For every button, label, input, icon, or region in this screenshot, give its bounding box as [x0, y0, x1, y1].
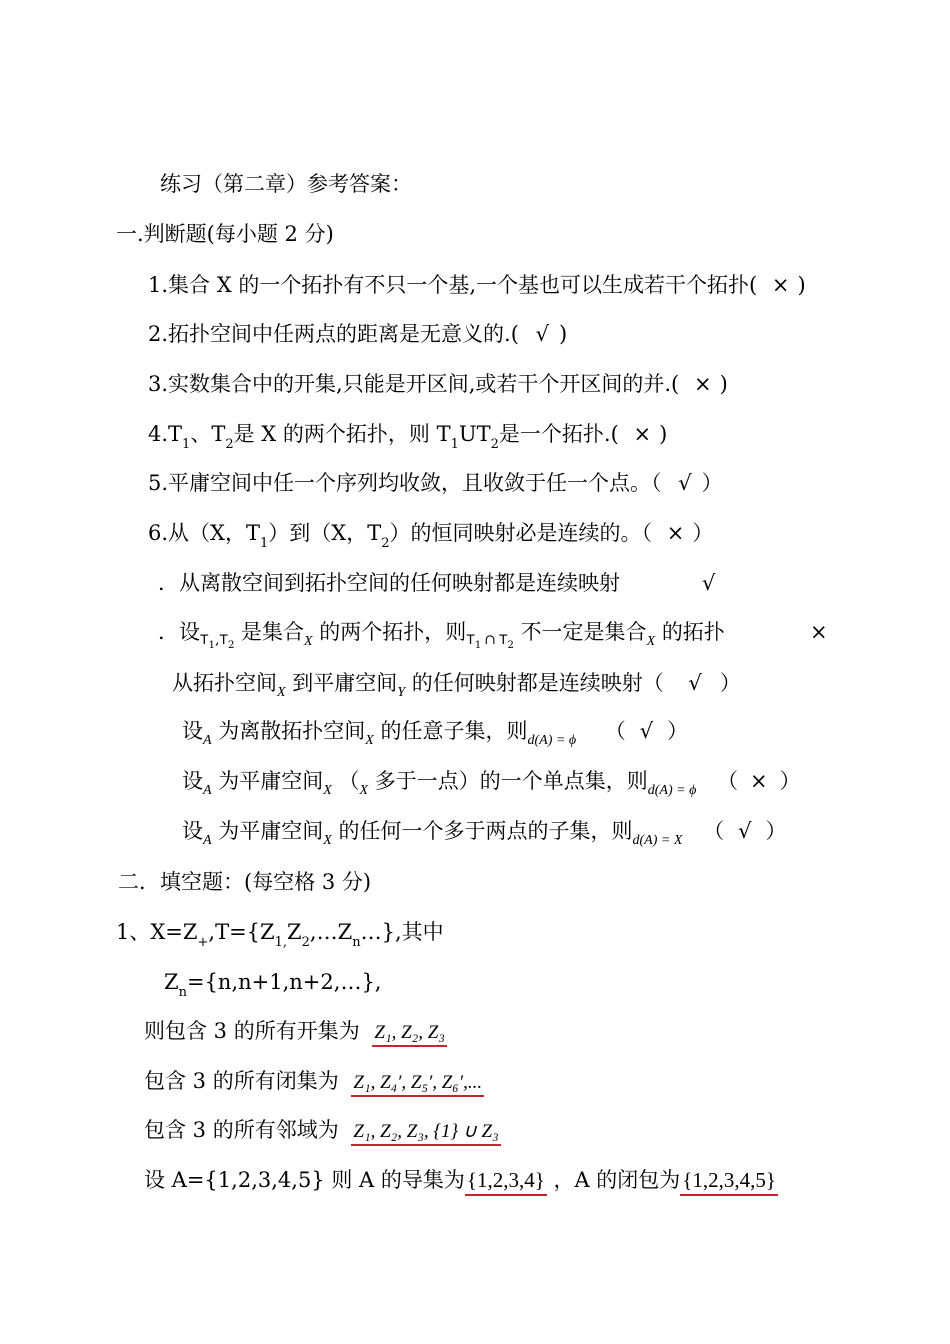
- tf-item-5: [148, 473, 723, 494]
- subscript: 1: [182, 437, 191, 452]
- item-text: 是 X 的两个拓扑，则 T: [233, 422, 451, 446]
- subscript: +: [197, 935, 209, 950]
- math-symbol: X: [304, 634, 313, 649]
- item-text: 3.实数集合中的开集,只能是开区间,或若干个开区间的并.(: [148, 372, 680, 396]
- item-text: 的任何映射都是连续映射（: [411, 671, 664, 695]
- item-text: …},其中: [360, 920, 444, 944]
- item-close: ）: [692, 521, 714, 545]
- answer-mark: √: [678, 471, 692, 495]
- math-symbol: X: [646, 634, 656, 649]
- subscript: 1: [208, 640, 215, 651]
- item-text: 多于一点）的一个单点集，则: [374, 769, 648, 793]
- math-symbol: T: [466, 631, 475, 647]
- answer-mark: √: [639, 719, 654, 743]
- item-text: ,…Z: [309, 920, 353, 944]
- item-close: ): [797, 273, 806, 297]
- item-text: 5.平庸空间中任一个序列均收敛，且收敛于任一个点。（: [148, 471, 662, 495]
- item-text: 为平庸空间: [218, 769, 324, 793]
- open-sets-line: [144, 1021, 447, 1047]
- item-text: 1.集合 X 的一个拓扑有不只一个基,一个基也可以生成若干个拓扑(: [148, 273, 758, 297]
- item-text: ,T={Z: [208, 920, 275, 944]
- answer-mark: ×: [750, 769, 768, 793]
- item-close: ）: [765, 819, 787, 843]
- subscript: 2: [301, 935, 310, 950]
- math-symbol: Y: [397, 685, 406, 700]
- tf-item-4: [148, 422, 668, 452]
- item-close: ）: [667, 719, 689, 743]
- tf-item-7: [158, 573, 620, 594]
- item-text: 包含 3 的所有邻域为: [144, 1118, 339, 1142]
- item-text: 设: [182, 719, 203, 743]
- item-close: ): [558, 322, 568, 346]
- math-symbol: T: [498, 631, 508, 647]
- item-text: 的拓扑: [661, 620, 725, 644]
- math-symbol: ,: [214, 632, 220, 648]
- open-sets-answer: Z₁, Z₂, Z₃: [372, 1023, 447, 1047]
- math-expression: d(A) = X: [632, 833, 683, 848]
- neighborhoods-answer: Z₁, Z₂, Z₃, {1} ∪ Z₃: [351, 1122, 500, 1146]
- item-text: ={n,n+1,n+2,…},: [186, 970, 382, 994]
- item-text: ．从离散空间到拓扑空间的任何映射都是连续映射: [158, 571, 620, 595]
- fill-question-1: [116, 920, 444, 950]
- item-text: 是集合: [241, 620, 305, 644]
- answer-mark: ×: [633, 422, 652, 446]
- tf-item-8: [158, 622, 725, 649]
- section2-heading: 二．填空题：(每空格 3 分): [118, 870, 372, 894]
- subscript: 1: [474, 640, 482, 651]
- item-close: ): [719, 372, 728, 396]
- item-text: 包含 3 的所有闭集为: [144, 1069, 339, 1093]
- tf-item-12: [182, 821, 786, 848]
- subscript: 2: [227, 640, 235, 651]
- tf-item-6: [148, 521, 714, 551]
- subscript: 2: [507, 640, 514, 651]
- closed-sets-answer: Z₁, Z₄′, Z₅′, Z₆′,...: [351, 1073, 484, 1097]
- item-text: 为离散拓扑空间: [218, 719, 366, 743]
- math-expression: d(A) = ϕ: [527, 733, 577, 748]
- item-close: ）: [701, 471, 723, 495]
- math-symbol: A: [203, 783, 212, 798]
- answer-mark: √: [688, 671, 702, 695]
- item-text: 的任何一个多于两点的子集，则: [338, 819, 633, 843]
- derived-closure-line: [144, 1170, 778, 1196]
- item-open: （: [604, 719, 626, 743]
- page-title: 练习（第二章）参考答案：: [160, 172, 412, 196]
- item-text: 4.T: [148, 422, 183, 446]
- math-symbol: T: [200, 631, 209, 647]
- item-text: 则包含 3 的所有开集为: [144, 1019, 360, 1043]
- item-text: （: [338, 769, 360, 793]
- item-text: ，A 的闭包为: [553, 1168, 681, 1192]
- neighborhoods-line: [144, 1120, 501, 1146]
- item-text: 设: [182, 769, 203, 793]
- item-text: 到平庸空间: [292, 671, 398, 695]
- item-text: 为平庸空间: [218, 819, 324, 843]
- item-text: Z: [287, 920, 302, 944]
- item-text: 设: [182, 819, 203, 843]
- item-text: 从拓扑空间: [172, 671, 277, 695]
- answer-mark: √: [702, 571, 716, 595]
- tf-item-1: [148, 275, 806, 296]
- item-text: ）的恒同映射必是连续的。（: [389, 521, 653, 545]
- item-text: ．设: [158, 620, 200, 644]
- math-symbol: X: [323, 783, 332, 798]
- tf-item-11: [182, 771, 801, 798]
- subscript: 1: [260, 536, 269, 551]
- item-text: ）到（X，T: [268, 521, 382, 545]
- zn-definition: [164, 970, 382, 1000]
- item-text: 是一个拓扑.(: [498, 422, 619, 446]
- math-symbol: X: [359, 783, 369, 798]
- subscript: 2: [381, 536, 390, 551]
- item-text: 的任意子集，则: [380, 719, 528, 743]
- derived-set-answer: {1,2,3,4}: [465, 1170, 547, 1196]
- math-symbol: X: [277, 685, 286, 700]
- section1-heading: 一.判断题(每小题 2 分): [116, 222, 334, 246]
- answer-mark: √: [738, 819, 752, 843]
- closure-answer: {1,2,3,4,5}: [680, 1170, 778, 1196]
- subscript: 1,: [274, 935, 288, 950]
- item-text: 6.从（X，T: [148, 521, 260, 545]
- answer-mark: ×: [693, 372, 712, 396]
- math-symbol: A: [203, 833, 212, 848]
- math-symbol: ∩: [484, 632, 496, 648]
- tf-item-10: [182, 721, 688, 748]
- answer-mark: ×: [666, 521, 685, 545]
- answer-mark: √: [535, 322, 549, 346]
- subscript: 2: [225, 437, 234, 452]
- item-text: 不一定是集合: [520, 620, 647, 644]
- item-text: 的两个拓扑，则: [319, 620, 467, 644]
- math-symbol: A: [203, 733, 212, 748]
- item-close: ）: [779, 769, 801, 793]
- math-symbol: T: [219, 631, 228, 647]
- item-close: ): [659, 422, 668, 446]
- item-close: ）: [719, 671, 741, 695]
- subscript: 2: [490, 437, 499, 452]
- answer-mark: ×: [810, 620, 828, 644]
- item-text: UT: [458, 422, 491, 446]
- closed-sets-line: [144, 1071, 484, 1097]
- item-open: （: [703, 819, 725, 843]
- item-text: 设 A={1,2,3,4,5} 则 A 的导集为: [144, 1168, 465, 1192]
- item-text: Z: [164, 970, 179, 994]
- subscript: n: [178, 985, 187, 1000]
- math-symbol: X: [323, 833, 332, 848]
- subscript: 1: [450, 437, 459, 452]
- math-expression: d(A) = ϕ: [647, 783, 697, 798]
- item-text: 1、X=Z: [116, 920, 198, 944]
- tf-item-3: [148, 374, 728, 395]
- subscript: n: [352, 935, 361, 950]
- tf-item-2: [148, 324, 567, 345]
- answer-mark: ×: [771, 273, 790, 297]
- item-text: 、T: [190, 422, 226, 446]
- item-open: （: [717, 769, 739, 793]
- item-text: 2.拓扑空间中任两点的距离是无意义的.(: [148, 322, 519, 346]
- tf-item-9: [172, 673, 741, 700]
- math-symbol: X: [365, 733, 374, 748]
